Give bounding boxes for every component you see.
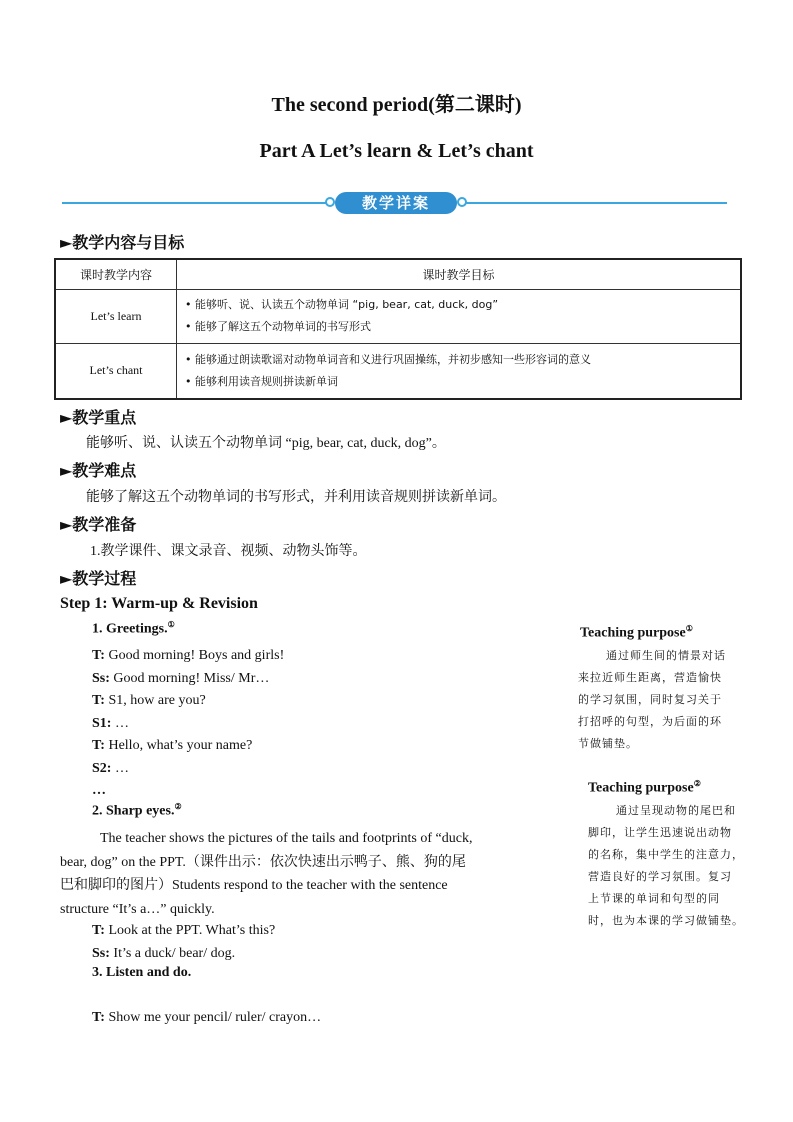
dialog-line [92,713,284,736]
speaker: T: [92,738,105,753]
purpose-line: 时，也为本课的学习做铺垫。 [588,914,744,927]
difficulties-text: 能够了解这五个动物单词的书写形式，并利用读音规则拼读新单词。 [86,490,506,505]
speaker: T: [92,648,105,663]
purpose-line: 打招呼的句型，为后面的环 [578,715,722,728]
section-heading-content-goals: ►教学内容与目标 [60,233,185,252]
teaching-purpose-1-text [578,645,758,755]
teaching-purpose-1-title [580,624,693,642]
purpose-line: 节做铺垫。 [578,737,638,750]
purpose-line: 来拉近师生距离，营造愉快 [578,671,722,684]
banner-cap-right [457,197,467,207]
banner-label: 教学详案 [335,192,457,214]
step1-title: Step 1: Warm-up & Revision [60,595,258,612]
utterance: Show me your pencil/ ruler/ crayon… [104,1010,322,1025]
speaker: T: [92,693,105,708]
utterance: … [111,715,129,731]
dialog-line [92,1010,321,1026]
purpose-line: 通过师生间的情景对话 [606,649,726,662]
utterance: Good morning! Boys and girls! [104,648,285,663]
utterance: It’s a duck/ bear/ dog. [109,945,236,961]
objectives-table [54,258,742,400]
preparation-text: 1.教学课件、课文录音、视频、动物头饰等。 [90,544,367,559]
section-heading-difficulties: ►教学难点 [60,461,137,480]
table-row [55,289,741,343]
dialog-line [92,735,284,758]
dialog-line [92,668,284,691]
dialog-line [92,690,284,713]
utterance: Look at the PPT. What’s this? [104,923,276,938]
sharp-eyes-dialog [92,920,275,965]
goal-item: • 能够利用读音规则拼读新单词 [185,374,338,388]
banner-cap-left [325,197,335,207]
sharp-eyes-heading [92,802,182,820]
purpose-line: 通过呈现动物的尾巴和 [616,804,736,817]
purpose-line: 脚印，让学生迅速说出动物 [588,826,732,839]
greetings-dialog [92,645,284,803]
footnote-mark: ① [685,624,693,633]
utterance: S1, how are you? [104,693,206,708]
page-title: The second period(第二课时) [271,94,522,116]
paragraph-line: structure “It’s a…” quickly. [60,901,215,917]
table-cell-content: Let’s chant [55,343,177,399]
listen-do-heading: 3. Listen and do. [92,965,192,980]
table-cell-goals [177,343,742,399]
banner [327,190,465,216]
purpose-line: 的学习氛围，同时复习关于 [578,693,722,706]
greetings-heading [92,620,175,638]
sharp-eyes-label: 2. Sharp eyes. [92,803,175,819]
section-heading-key-points: ►教学重点 [60,408,137,427]
utterance: … [111,760,129,776]
speaker: Ss: [92,945,110,961]
goal-item: • 能够了解这五个动物单词的书写形式 [185,320,371,333]
goal-item: • 能够通过朗读歌谣对动物单词音和义进行巩固操练，并初步感知一些形容词的意义 [185,352,591,366]
table-header-goals: 课时教学目标 [177,259,742,289]
dialog-line [92,943,275,966]
table-cell-goals [177,289,742,343]
purpose-line: 的名称，集中学生的注意力， [588,848,744,861]
table-header-row [55,259,741,289]
purpose-line: 营造良好的学习氛围。复习 [588,870,732,883]
speaker: S1: [92,715,112,731]
ellipsis: … [92,783,106,798]
teaching-purpose-2-text [588,800,768,932]
footnote-mark: ② [693,779,701,788]
footnote-mark: ① [167,620,175,629]
utterance: Good morning! Miss/ Mr… [109,670,270,686]
footnote-mark: ② [174,802,182,811]
sharp-eyes-paragraph [60,827,540,921]
speaker: T: [92,923,105,938]
paragraph-line: bear, dog” on the PPT.（课件出示：依次快速出示鸭子、熊、狗的尾 [60,854,466,870]
purpose-label: Teaching purpose [588,780,694,796]
utterance: Hello, what’s your name? [104,738,253,753]
dialog-line [92,758,284,781]
speaker: T: [92,1010,105,1025]
dialog-line [92,920,275,943]
page-subtitle: Part A Let’s learn & Let’s chant [259,140,534,162]
section-heading-preparation: ►教学准备 [60,515,137,534]
goal-item: • 能够听、说、认读五个动物单词 “pig, bear, cat, duck, dog” [185,298,499,311]
dialog-line [92,645,284,668]
paragraph-line: The teacher shows the pictures of the tails and footprints of “duck, [100,831,473,846]
paragraph-line: 巴和脚印的图片）Students respond to the teacher with the sentence [60,878,448,893]
purpose-label: Teaching purpose [580,625,686,641]
section-heading-process: ►教学过程 [60,569,137,588]
speaker: Ss: [92,670,110,686]
speaker: S2: [92,760,112,776]
key-points-text: 能够听、说、认读五个动物单词 “pig, bear, cat, duck, dog”。 [86,436,446,451]
purpose-line: 上节课的单词和句型的同 [588,892,720,905]
teaching-purpose-2-title [588,779,701,797]
table-row [55,343,741,399]
greetings-label: 1. Greetings. [92,621,168,637]
table-header-content: 课时教学内容 [55,259,177,289]
table-cell-content: Let’s learn [55,289,177,343]
